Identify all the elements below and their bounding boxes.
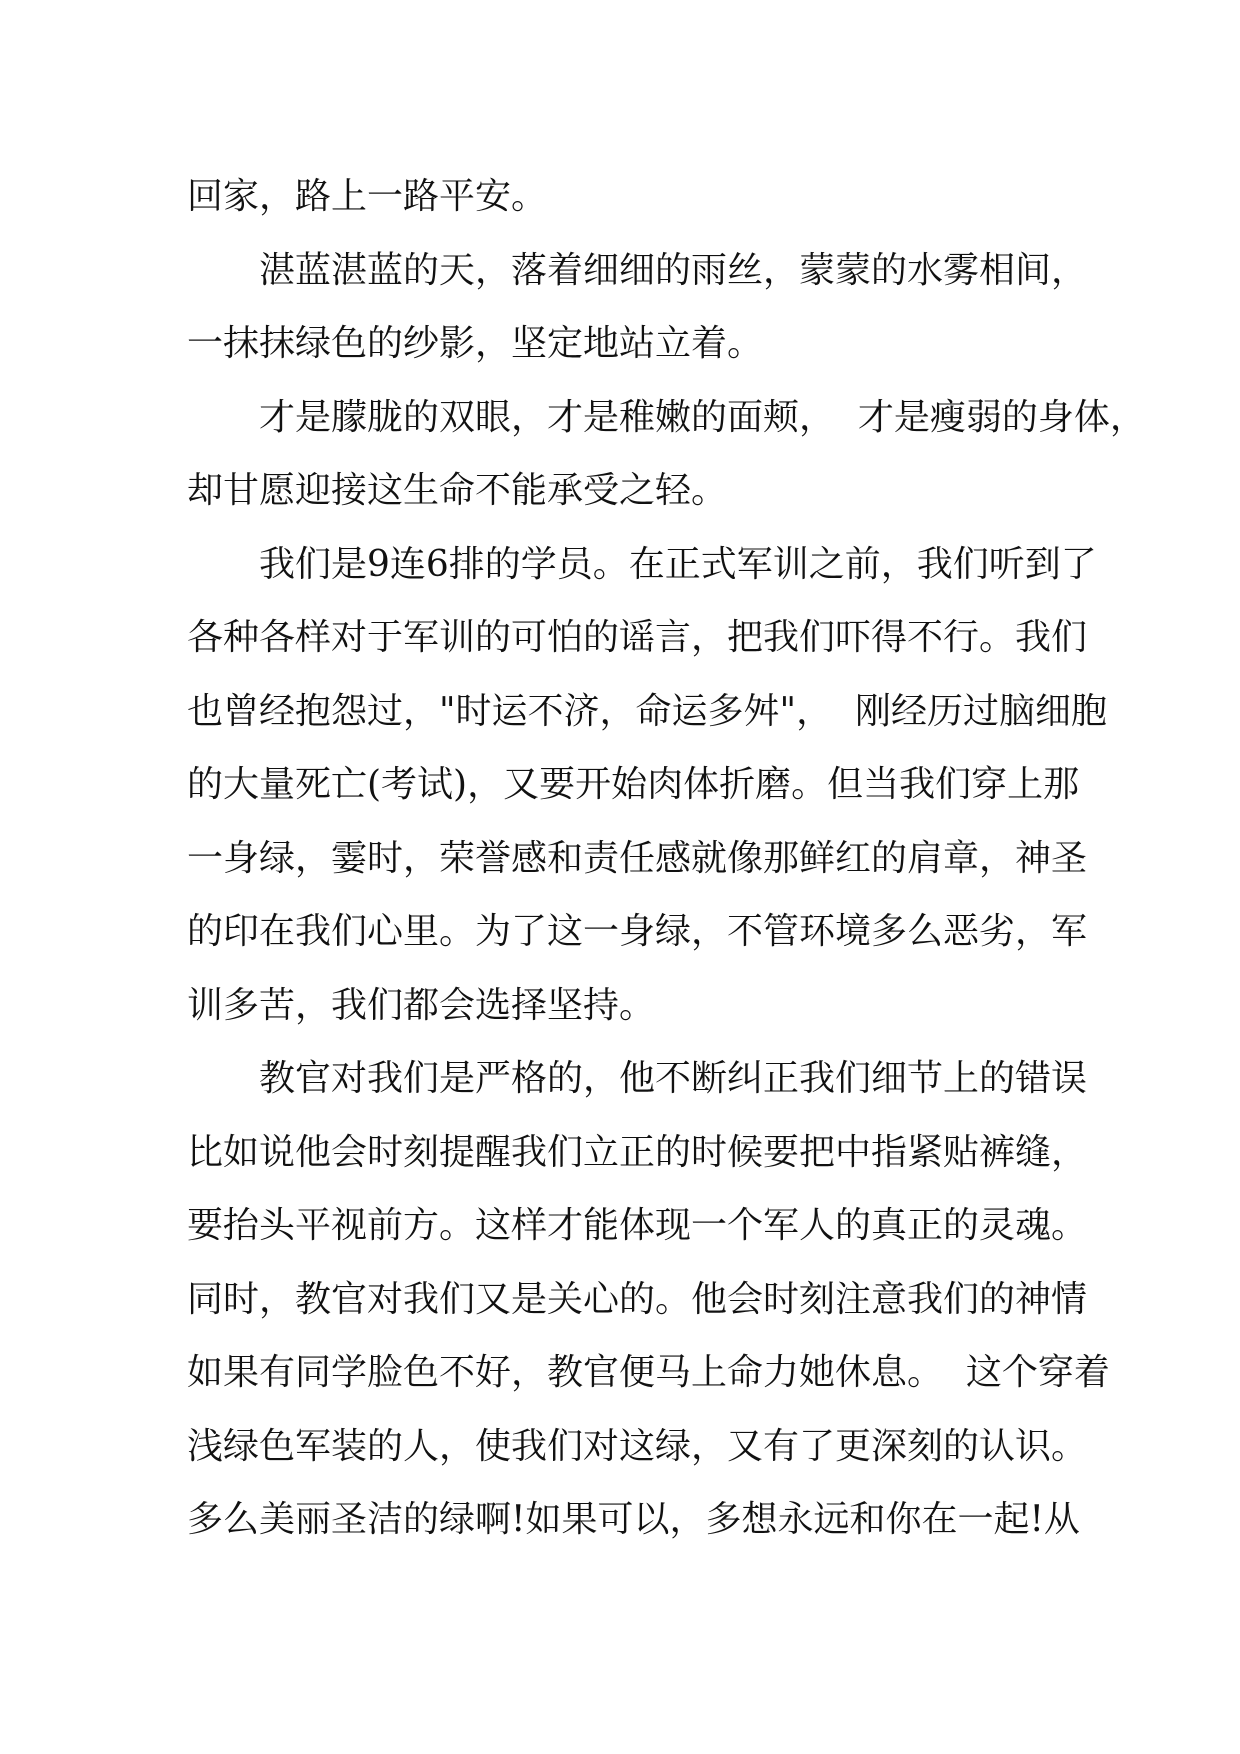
text-line: 比如说他会时刻提醒我们立正的时候要把中指紧贴裤缝， xyxy=(187,1131,1088,1173)
text-line: 如果有同学脸色不好，教官便马上命力她休息。 这个穿着 xyxy=(187,1352,1110,1393)
text-line: 的印在我们心里。为了这一身绿，不管环境多么恶劣，军 xyxy=(187,911,1088,952)
text-line: 训多苦，我们都会选择坚持。 xyxy=(187,984,656,1026)
text-line: 湛蓝湛蓝的天，落着细细的雨丝，蒙蒙的水雾相间， xyxy=(259,249,1088,291)
text-line: 多么美丽圣洁的绿啊!如果可以，多想永远和你在一起!从 xyxy=(187,1499,1080,1540)
text-line: 要抬头平视前方。这样才能体现一个军人的真正的灵魂。 xyxy=(187,1205,1088,1246)
text-line: 同时，教官对我们又是关心的。他会时刻注意我们的神情 xyxy=(187,1278,1088,1320)
text-line: 回家，路上一路平安。 xyxy=(187,176,548,217)
text-line: 却甘愿迎接这生命不能承受之轻。 xyxy=(187,470,728,511)
text-line: 才是朦胧的双眼，才是稚嫩的面颊， 才是瘦弱的身体， xyxy=(259,396,1146,438)
text-line: 我们是9连6排的学员。在正式军训之前，我们听到了 xyxy=(259,543,1097,585)
text-line: 浅绿色军装的人，使我们对这绿，又有了更深刻的认识。 xyxy=(187,1425,1088,1467)
body-text xyxy=(187,160,1146,1557)
text-line: 一身绿，霎时，荣誉感和责任感就像那鲜红的肩章，神圣 xyxy=(187,837,1088,879)
text-line: 也曾经抱怨过，"时运不济，命运多舛"， 刚经历过脑细胞 xyxy=(187,690,1108,732)
text-line: 一抹抹绿色的纱影，坚定地站立着。 xyxy=(187,323,764,364)
text-line: 各种各样对于军训的可怕的谣言，把我们吓得不行。我们 xyxy=(187,617,1088,658)
text-line: 教官对我们是严格的，他不断纠正我们细节上的错误 xyxy=(259,1058,1088,1099)
text-line: 的大量死亡(考试)，又要开始肉体折磨。但当我们穿上那 xyxy=(187,764,1080,805)
